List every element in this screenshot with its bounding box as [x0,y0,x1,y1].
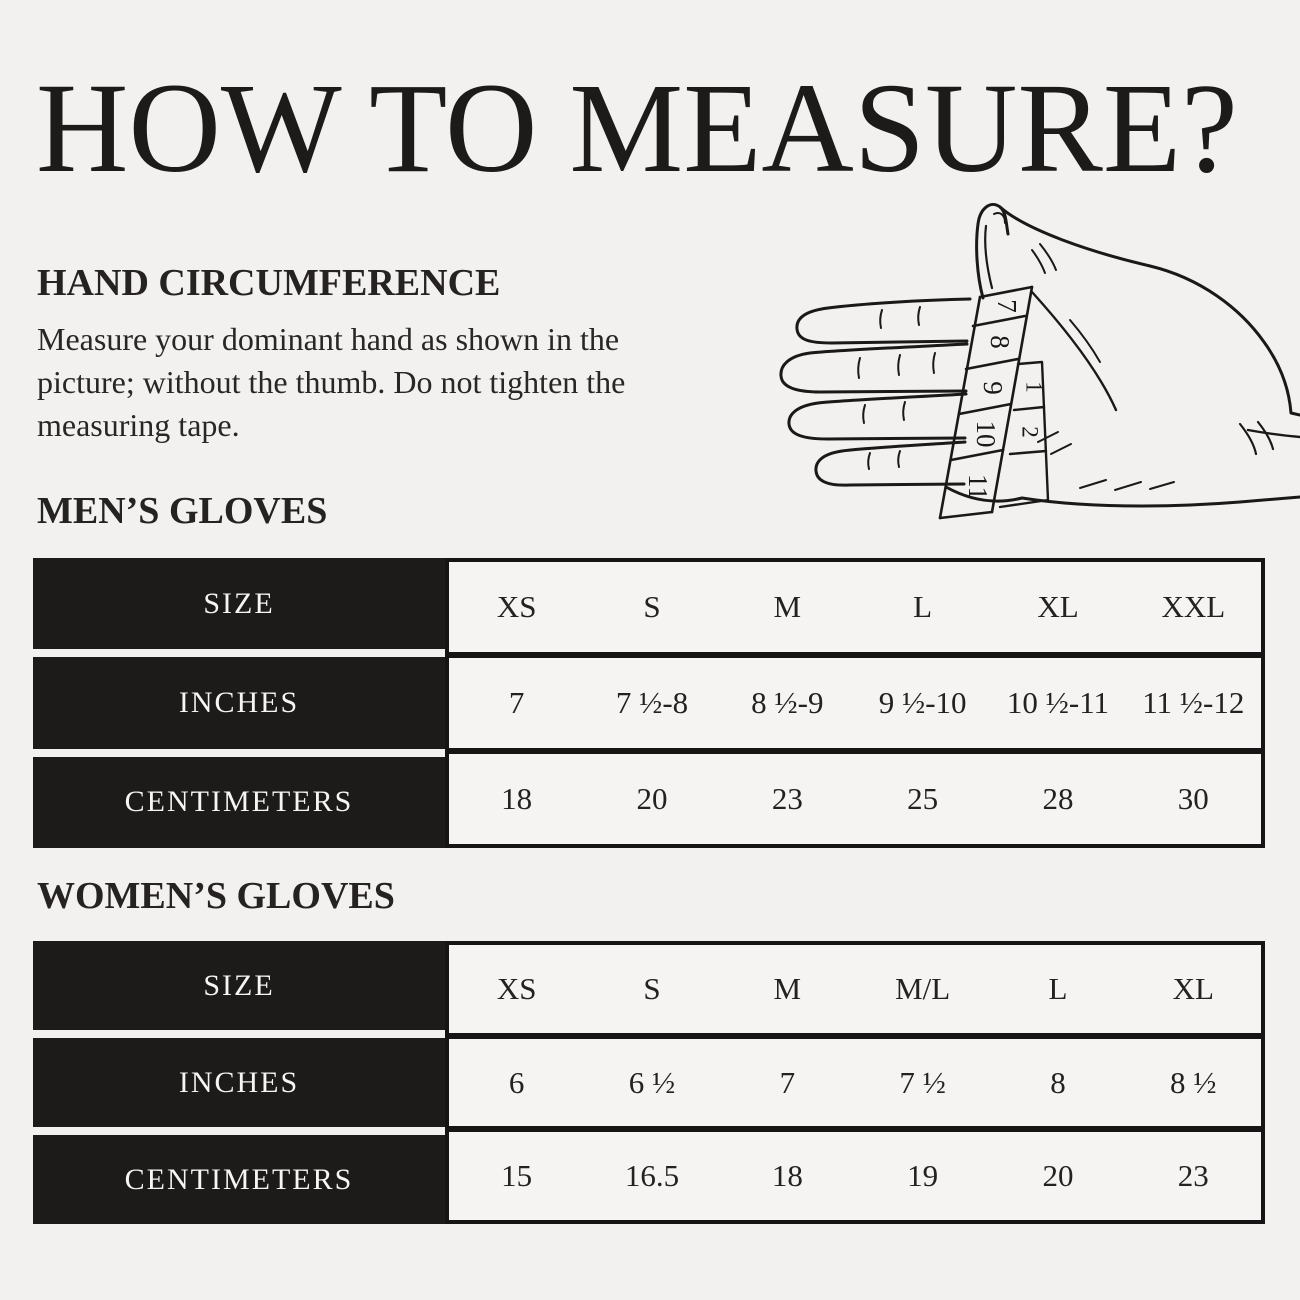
row-label-inches: INCHES [33,657,445,748]
hand-circumference-heading: HAND CIRCUMFERENCE [37,262,501,304]
hand-with-tape-drawing [770,192,1300,522]
table-row-sizes [449,945,1261,1033]
table-cell: S [643,970,661,1006]
womens-values-panel [445,941,1265,1224]
tape-tail-number: 1 [1021,381,1047,393]
table-cell: 23 [771,781,803,816]
table-cell: XL [1172,970,1214,1006]
table-cell: 16.5 [624,1158,680,1194]
table-cell: 18 [771,1158,803,1194]
table-cell: 10 ½-11 [1006,685,1110,720]
tape-number: 8 [984,335,1015,349]
mens-size-table [33,558,1265,848]
row-label-size: SIZE [33,941,445,1030]
table-cell: M [773,970,802,1006]
table-row-centimeters [449,1126,1261,1220]
table-cell: 6 [508,1064,525,1100]
table-cell: 8 ½-9 [751,685,824,720]
table-row-sizes [449,562,1261,652]
table-row-centimeters [449,748,1261,844]
table-cell: 30 [1177,781,1209,816]
table-row-inches [449,1033,1261,1127]
measuring-instructions [37,318,625,447]
table-cell: 7 [508,685,525,720]
table-cell: XS [496,970,537,1006]
table-cell: S [643,589,661,624]
row-label-centimeters: CENTIMETERS [33,1135,445,1224]
table-row-inches [449,652,1261,748]
table-cell: 9 ½-10 [878,685,967,720]
womens-gloves-heading: WOMEN’S GLOVES [37,875,395,917]
table-cell: 6 ½ [628,1064,676,1100]
tape-number: 7 [991,299,1022,313]
table-cell: 7 ½ [899,1064,946,1100]
table-cell: 20 [636,781,668,816]
table-cell: M/L [895,970,951,1006]
row-label-inches: INCHES [33,1038,445,1127]
row-label-size: SIZE [33,558,445,649]
row-label-centimeters: CENTIMETERS [33,757,445,848]
tape-number: 9 [977,381,1008,395]
table-cell: 20 [1042,1158,1074,1194]
table-cell: 8 ½ [1170,1064,1217,1100]
table-cell: XS [496,589,537,624]
table-cell: 7 ½-8 [615,685,689,720]
tape-number: 11 [962,474,993,500]
mens-row-labels [33,558,445,848]
table-cell: XL [1037,589,1079,624]
instruction-line: Measure your dominant hand as shown in the [37,321,620,357]
hand-illustration [770,192,1300,522]
table-cell: XXL [1161,589,1226,624]
table-cell: 15 [501,1158,533,1194]
table-cell: 25 [907,781,939,816]
mens-gloves-heading: MEN’S GLOVES [37,490,328,532]
instruction-line: measuring tape. [37,407,240,443]
table-cell: 8 [1050,1064,1066,1100]
table-cell: M [773,589,802,624]
tape-tail-number: 2 [1017,426,1043,438]
table-cell: 23 [1177,1158,1209,1194]
womens-row-labels [33,941,445,1224]
page-title: HOW TO MEASURE? [36,57,1238,199]
table-cell: L [1048,970,1068,1006]
table-cell: 11 ½-12 [1142,685,1245,720]
womens-size-table [33,941,1265,1224]
table-cell: L [913,589,933,624]
table-cell: 19 [907,1158,939,1194]
instruction-line: picture; without the thumb. Do not tighten the [37,364,626,400]
tape-number: 10 [970,420,1001,448]
table-cell: 7 [779,1064,796,1100]
mens-values-panel [445,558,1265,848]
table-cell: 18 [501,781,533,816]
table-cell: 28 [1042,781,1074,816]
